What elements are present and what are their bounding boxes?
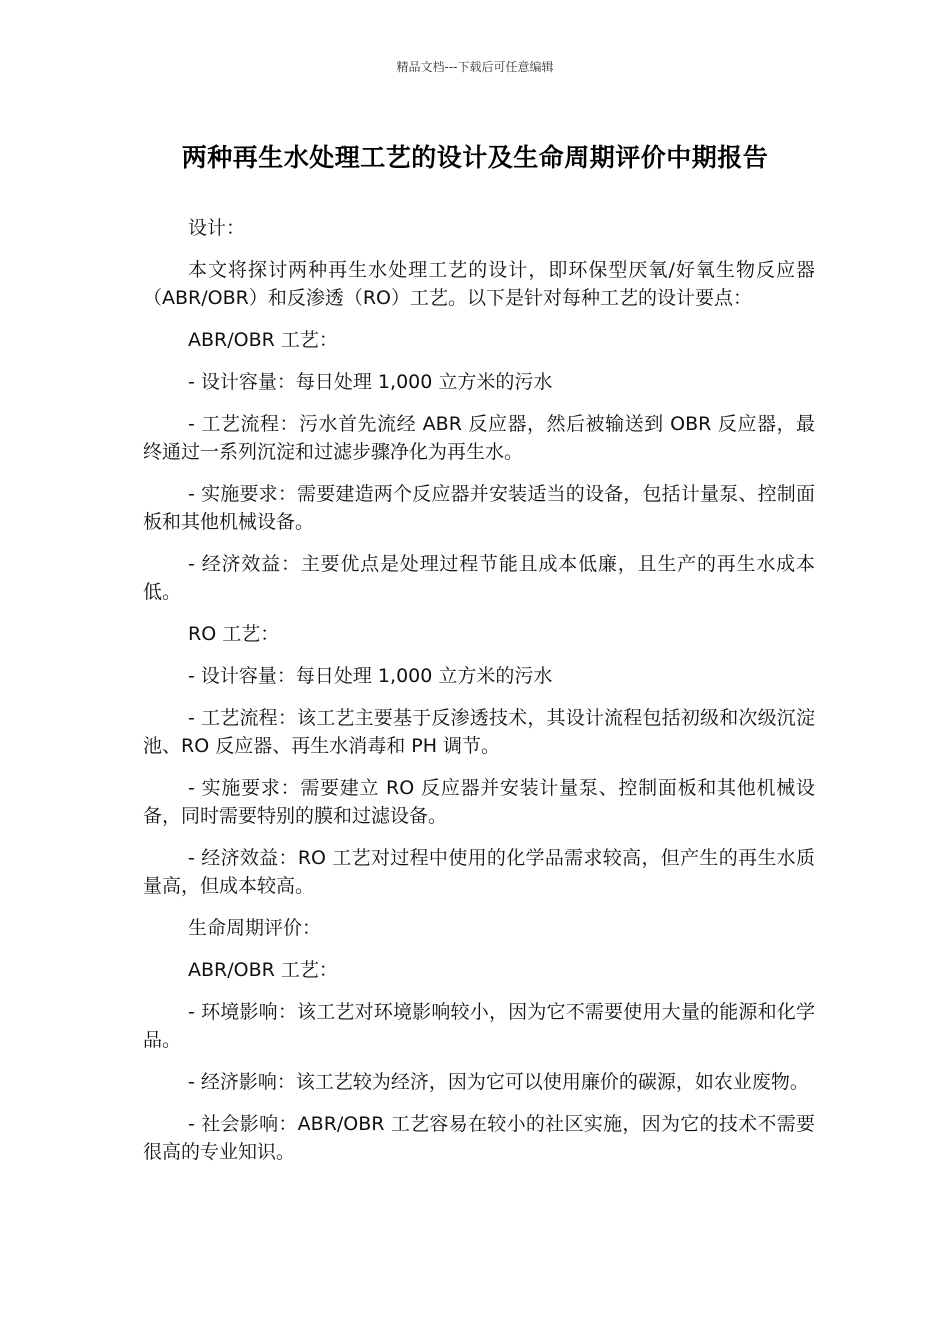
lca-environmental-impact: - 环境影响：该工艺对环境影响较小，因为它不需要使用大量的能源和化学品。	[143, 1001, 815, 1051]
document-body	[143, 214, 815, 1180]
abr-process-flow: - 工艺流程：污水首先流经 ABR 反应器，然后被输送到 OBR 反应器，最终通过一系列沉淀和过滤步骤净化为再生水。	[143, 413, 815, 463]
document-title: 两种再生水处理工艺的设计及生命周期评价中期报告	[181, 143, 769, 172]
ro-economic-benefit: - 经济效益：RO 工艺对过程中使用的化学品需求较高，但产生的再生水质量高，但成本较高。	[143, 847, 815, 897]
ro-process-flow: - 工艺流程：该工艺主要基于反渗透技术，其设计流程包括初级和次级沉淀池、RO 反应器、再生水消毒和 PH 调节。	[143, 707, 815, 757]
lca-economic-impact: - 经济影响：该工艺较为经济，因为它可以使用廉价的碳源，如农业废物。	[188, 1071, 809, 1093]
abr-design-capacity: - 设计容量：每日处理 1,000 立方米的污水	[188, 371, 553, 393]
section-heading-ro: RO 工艺：	[188, 623, 280, 645]
ro-implementation: - 实施要求：需要建立 RO 反应器并安装计量泵、控制面板和其他机械设备，同时需要特别的膜和过滤设备。	[143, 777, 815, 827]
lca-social-impact: - 社会影响：ABR/OBR 工艺容易在较小的社区实施，因为它的技术不需要很高的专业知识。	[143, 1113, 815, 1163]
page-header-note: 精品文档---下载后可任意编辑	[396, 60, 554, 74]
intro-paragraph: 本文将探讨两种再生水处理工艺的设计，即环保型厌氧/好氧生物反应器（ABR/OBR）和反渗透（RO）工艺。以下是针对每种工艺的设计要点：	[143, 259, 815, 309]
section-heading-design: 设计：	[188, 217, 246, 239]
abr-economic-benefit: - 经济效益：主要优点是处理过程节能且成本低廉，且生产的再生水成本低。	[143, 553, 815, 603]
section-heading-lca: 生命周期评价：	[188, 917, 322, 939]
lca-heading-abr-obr: ABR/OBR 工艺：	[188, 959, 338, 981]
ro-design-capacity: - 设计容量：每日处理 1,000 立方米的污水	[188, 665, 553, 687]
abr-implementation: - 实施要求：需要建造两个反应器并安装适当的设备，包括计量泵、控制面板和其他机械设备。	[143, 483, 815, 533]
section-heading-abr-obr: ABR/OBR 工艺：	[188, 329, 338, 351]
